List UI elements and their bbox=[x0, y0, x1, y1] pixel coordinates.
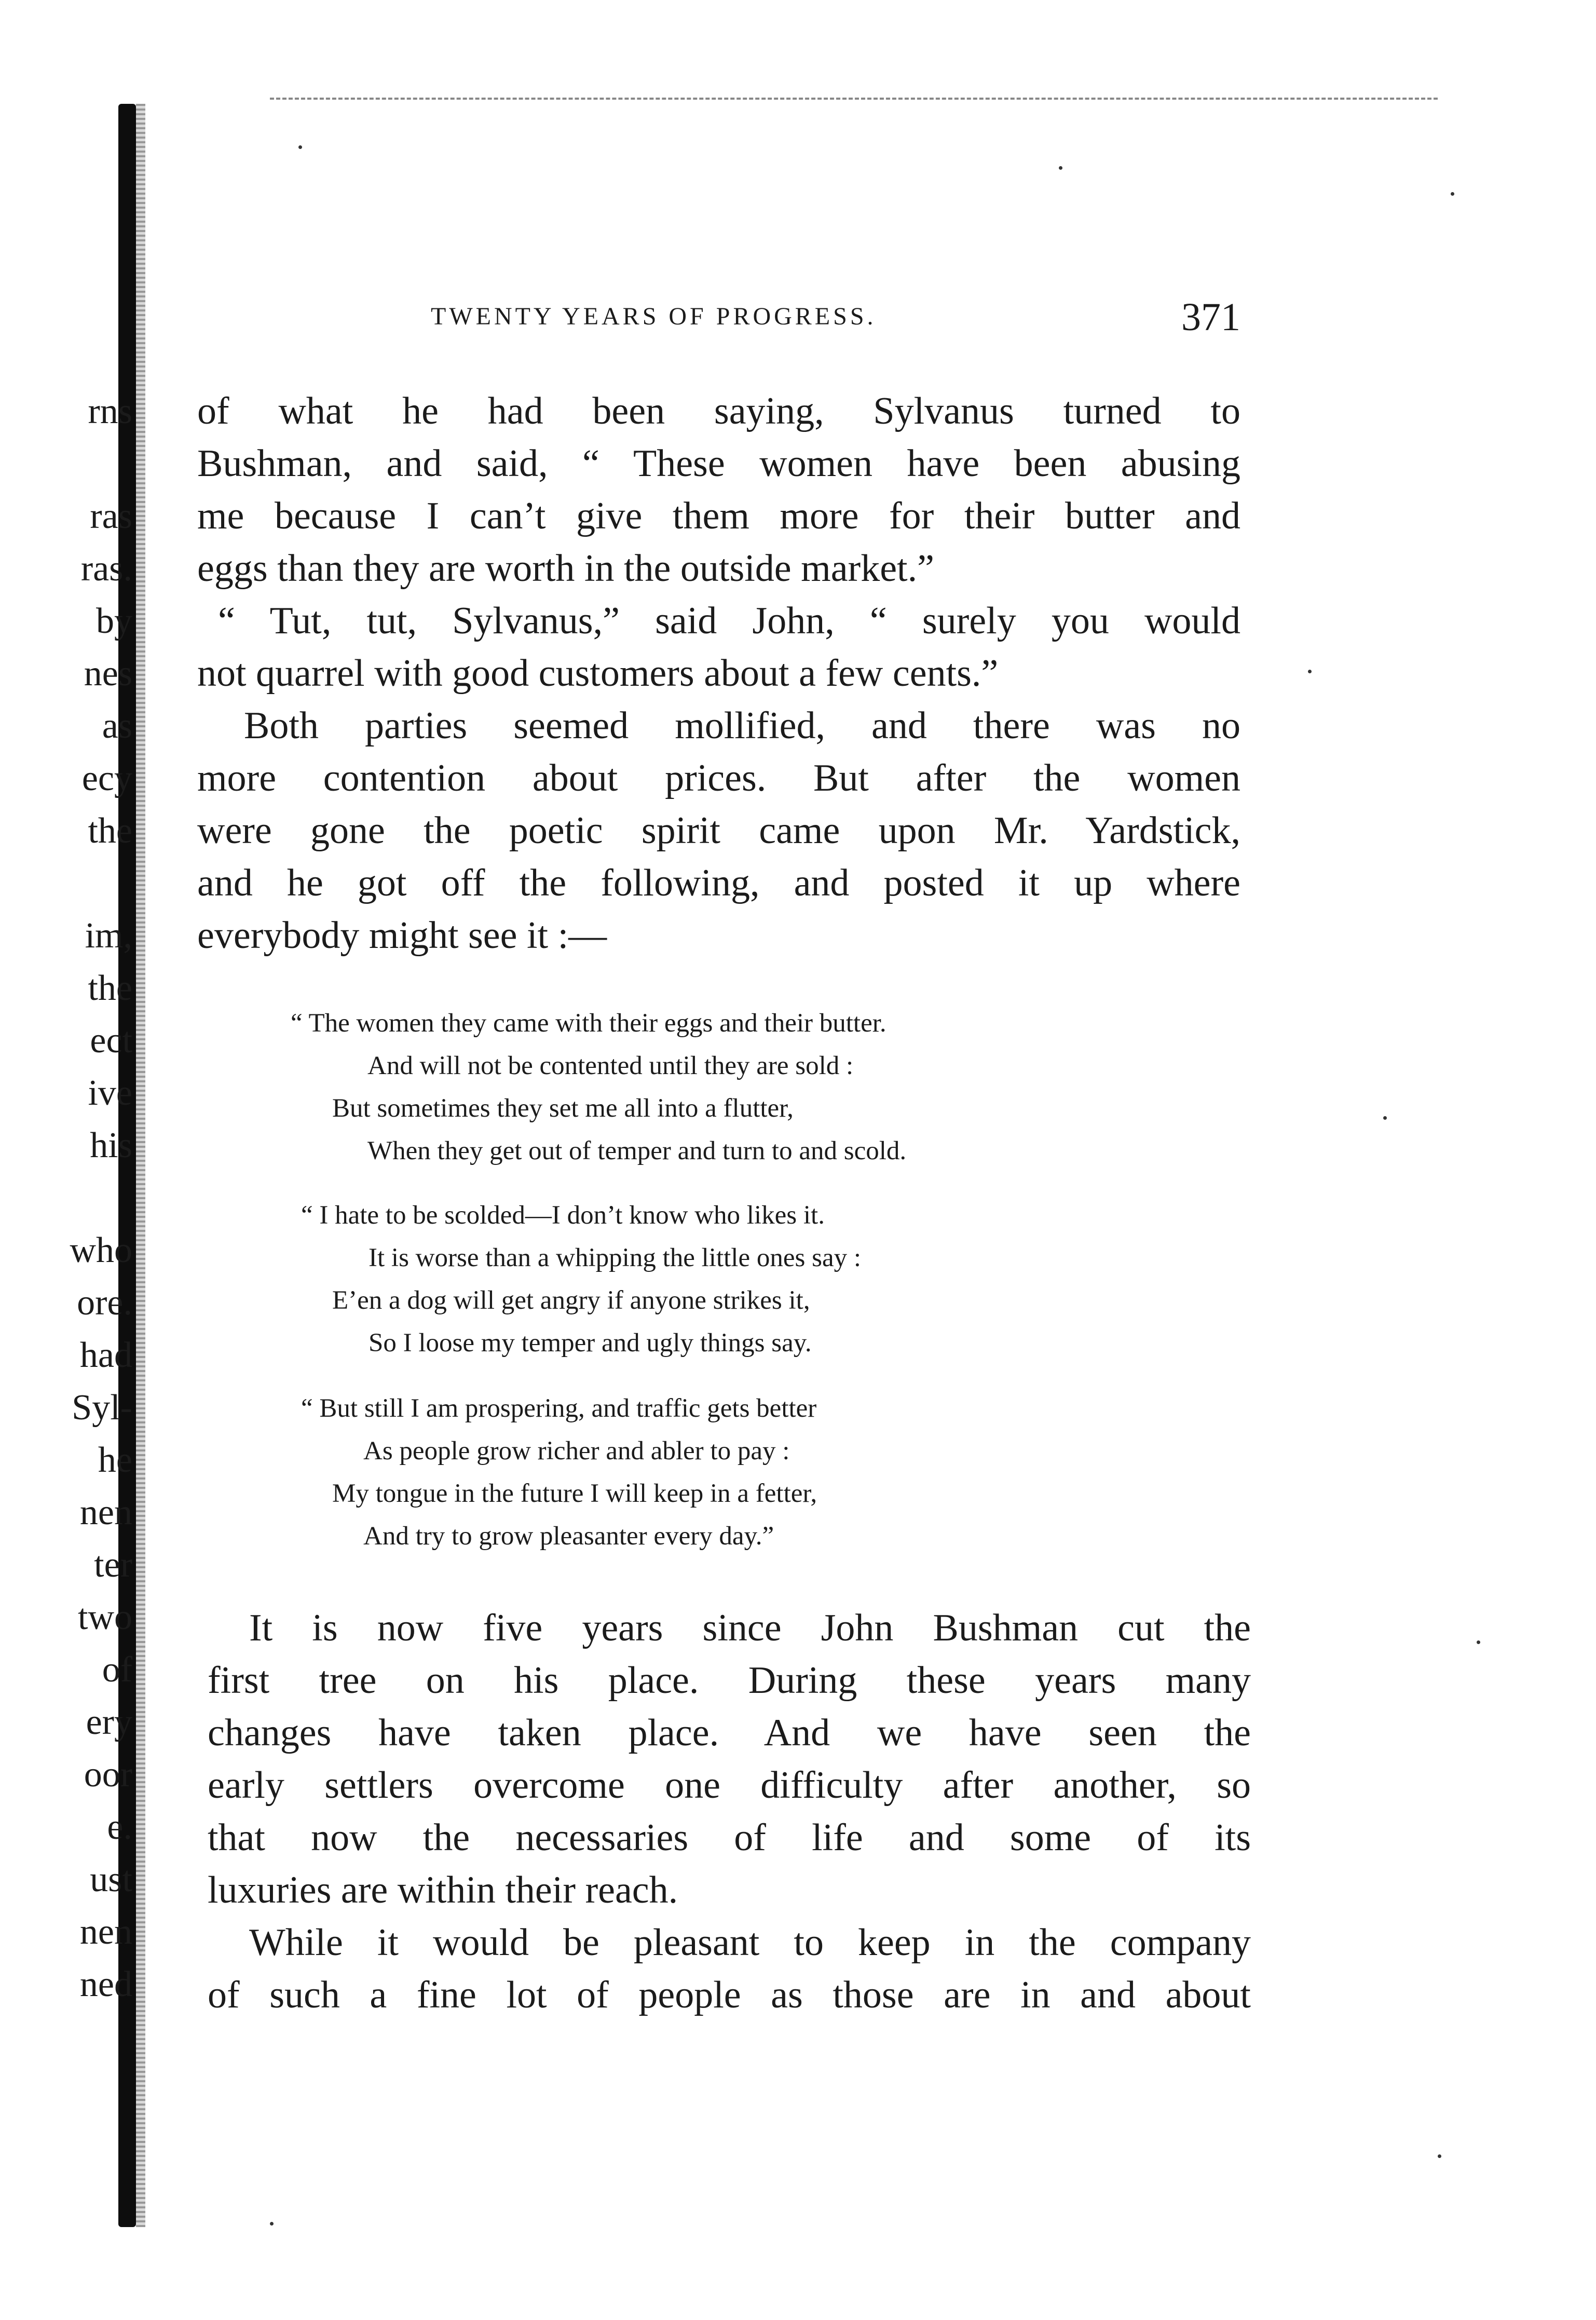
fragment-line: nen bbox=[79, 1493, 132, 1532]
verse-line: But sometimes they set me all into a flutter, bbox=[332, 1094, 794, 1123]
fragment-line bbox=[29, 1172, 132, 1224]
fragment-line: his bbox=[90, 1125, 132, 1165]
verse-line: “ But still I am prospering, and traffic gets better bbox=[301, 1394, 817, 1423]
paragraph-1 bbox=[197, 385, 1240, 962]
text-line: Both parties seemed mollified, and there was no bbox=[244, 704, 1240, 747]
fragment-line: he bbox=[98, 1440, 132, 1480]
text-line: everybody might see it :— bbox=[197, 914, 607, 957]
text-line: early settlers overcome one difficulty after another, so bbox=[208, 1764, 1251, 1807]
text-line: of what he had been saying, Sylvanus turned to bbox=[197, 390, 1240, 432]
fragment-line: ore. bbox=[77, 1283, 132, 1323]
fragment-line: ust bbox=[90, 1860, 132, 1900]
fragment-line: who bbox=[70, 1230, 132, 1270]
fragment-line: ive bbox=[88, 1073, 132, 1113]
text-line: luxuries are within their reach. bbox=[208, 1869, 678, 1911]
fragment-line: nes bbox=[84, 654, 132, 694]
text-line: changes have taken place. And we have seen the bbox=[208, 1712, 1251, 1754]
fragment-line: rns bbox=[88, 391, 132, 431]
verse-line: And try to grow pleasanter every day.” bbox=[363, 1522, 774, 1551]
scan-speck bbox=[1059, 166, 1062, 170]
scan-speck bbox=[270, 2222, 274, 2226]
fragment-line: the bbox=[88, 968, 132, 1008]
fragment-line: ter bbox=[94, 1545, 132, 1585]
text-line: It is now five years since John Bushman cut the bbox=[249, 1607, 1251, 1649]
fragment-line: nen bbox=[79, 1912, 132, 1952]
fragment-line: by bbox=[96, 601, 132, 641]
fragment-line: ery bbox=[86, 1702, 132, 1742]
fragment-line: ecy bbox=[81, 758, 132, 798]
paragraph-2 bbox=[208, 1602, 1251, 2021]
verse-line: “ I hate to be scolded—I don’t know who likes it. bbox=[301, 1201, 825, 1230]
scan-speck bbox=[1308, 670, 1312, 673]
verse-line: “ The women they came with their eggs and their butter. bbox=[291, 1009, 886, 1038]
poem-stanza-2 bbox=[291, 1194, 861, 1364]
text-line: more contention about prices. But after the women bbox=[197, 757, 1240, 799]
verse-line: E’en a dog will get angry if anyone strikes it, bbox=[332, 1286, 810, 1315]
fragment-line: Syl- bbox=[72, 1388, 132, 1428]
text-line: eggs than they are worth in the outside market.” bbox=[197, 547, 934, 590]
poem-stanza-1 bbox=[291, 1002, 906, 1172]
verse-line: When they get out of temper and turn to and scold. bbox=[367, 1136, 907, 1165]
text-line: and he got off the following, and posted it up where bbox=[197, 862, 1240, 904]
fragment-line: the bbox=[88, 811, 132, 851]
text-line: not quarrel with good customers about a few cents.” bbox=[197, 652, 999, 695]
page-header bbox=[431, 295, 1240, 342]
fragment-line: ect bbox=[90, 1021, 132, 1061]
scan-speck bbox=[298, 145, 302, 149]
scan-speck bbox=[1477, 1640, 1480, 1644]
fragment-line: im, bbox=[85, 916, 132, 956]
text-line: While it would be pleasant to keep in the company bbox=[249, 1921, 1251, 1964]
fragment-line bbox=[29, 857, 132, 910]
fragment-line: of bbox=[102, 1650, 132, 1690]
fragment-line: oor bbox=[84, 1755, 132, 1795]
verse-line: And will not be contented until they are sold : bbox=[367, 1051, 854, 1080]
text-line: Bushman, and said, “ These women have been abusing bbox=[197, 442, 1240, 485]
fragment-line: ras bbox=[90, 496, 132, 536]
scan-speck bbox=[1438, 2154, 1441, 2158]
top-page-rule bbox=[270, 98, 1438, 100]
scan-speck bbox=[1383, 1116, 1387, 1120]
poem-stanza-3 bbox=[291, 1387, 817, 1557]
verse-line: My tongue in the future I will keep in a fetter, bbox=[332, 1479, 817, 1508]
text-line: me because I can’t give them more for their butter and bbox=[197, 495, 1240, 537]
binding-gutter-edge bbox=[136, 104, 145, 2227]
text-line: first tree on his place. During these years many bbox=[208, 1659, 1251, 1702]
fragment-line: two bbox=[78, 1597, 132, 1637]
facing-page-fragments bbox=[29, 385, 132, 2011]
fragment-line: ras. bbox=[80, 549, 132, 589]
verse-line: So I loose my temper and ugly things say. bbox=[369, 1328, 812, 1358]
page-number: 371 bbox=[1181, 295, 1240, 339]
text-line: that now the necessaries of life and some of its bbox=[208, 1816, 1251, 1859]
running-head: TWENTY YEARS OF PROGRESS. bbox=[431, 303, 877, 330]
verse-line: It is worse than a whipping the little ones say : bbox=[369, 1243, 862, 1272]
fragment-line: e. bbox=[107, 1807, 132, 1847]
fragment-line: had bbox=[79, 1335, 132, 1375]
text-line: “ Tut, tut, Sylvanus,” said John, “ surely you would bbox=[218, 600, 1240, 642]
text-line: of such a fine lot of people as those are in and about bbox=[208, 1974, 1251, 2016]
text-line: were gone the poetic spirit came upon Mr. Yardstick, bbox=[197, 809, 1240, 852]
verse-line: As people grow richer and abler to pay : bbox=[363, 1436, 790, 1466]
fragment-line bbox=[29, 438, 132, 490]
scan-speck bbox=[1451, 192, 1454, 196]
fragment-line: ned bbox=[79, 1964, 132, 2004]
fragment-line: as bbox=[102, 706, 132, 746]
